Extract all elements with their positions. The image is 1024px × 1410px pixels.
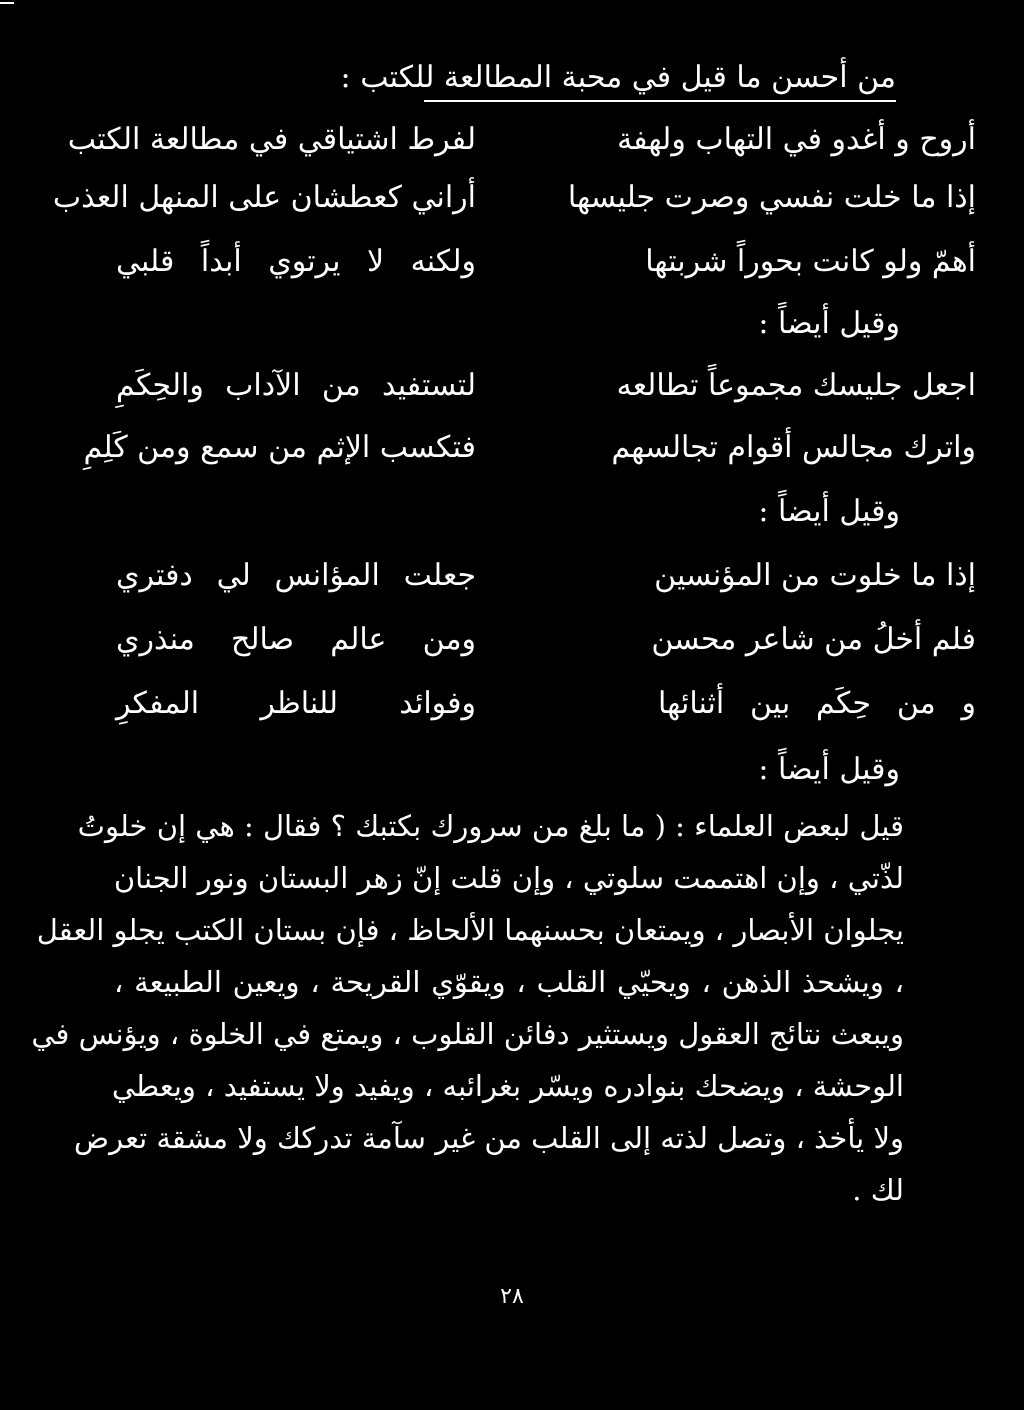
poem2-verse-2-second-hemistich: فتكسب الإثم من سمع ومن كَلِمِ	[83, 430, 476, 465]
prose-line: ويبعث نتائج العقول ويستثير دفائن القلوب ، ويمتع في الخلوة ، ويؤنس في	[31, 1017, 904, 1051]
poem3-verse-2-second-hemistich: ومن عالم صالح منذري	[116, 622, 476, 657]
poem2-verse-1-first-hemistich: اجعل جليسك مجموعاً تطالعه	[616, 368, 976, 403]
poem2-verse-1-second-hemistich: لتستفيد من الآداب والحِكَمِ	[116, 368, 476, 403]
poem2-intro: وقيل أيضاً :	[758, 306, 900, 341]
prose-line: الوحشة ، ويضحك بنوادره ويسّر بغرائبه ، ويفيد ولا يستفيد ، ويعطي	[111, 1069, 904, 1103]
prose-line: ولا يأخذ ، وتصل لذته إلى القلب من غير سآمة تدركك ولا مشقة تعرض	[74, 1121, 904, 1155]
poem3-verse-1-first-hemistich: إذا ما خلوت من المؤنسين	[654, 558, 976, 593]
poem1-verse-1-second-hemistich: لفرط اشتياقي في مطالعة الكتب	[67, 122, 476, 157]
prose-line: ، ويشحذ الذهن ، ويحيّي القلب ، ويقوّي القريحة ، ويعين الطبيعة ،	[114, 965, 904, 999]
prose-line: قيل لبعض العلماء : ( ما بلغ من سرورك بكتبك ؟ فقال : هي إن خلوتُ	[77, 809, 904, 843]
poem1-verse-1-first-hemistich: أروح و أغدو في التهاب ولهفة	[617, 122, 976, 157]
poem3-verse-1-second-hemistich: جعلت المؤانس لي دفتري	[116, 558, 476, 593]
prose-paragraph	[31, 800, 904, 1216]
poem1-verse-3-first-hemistich: أهمّ ولو كانت بحوراً شربتها	[645, 244, 976, 279]
heading-underline	[424, 100, 896, 102]
poem3-verse-2-first-hemistich: فلم أخلُ من شاعر محسن	[651, 622, 976, 657]
section-heading-wrap	[340, 58, 896, 98]
poem3-verse-3-first-hemistich: و من حِكَم بين أثنائها	[658, 686, 976, 721]
prose-intro: وقيل أيضاً :	[758, 752, 900, 787]
poem1-verse-2-second-hemistich: أراني كعطشان على المنهل العذب	[52, 180, 476, 215]
prose-line: يجلوان الأبصار ، ويمتعان بحسنهما الألحاظ ، فإن بستان الكتب يجلو العقل	[36, 913, 904, 947]
poem1-verse-2-first-hemistich: إذا ما خلت نفسي وصرت جليسها	[567, 180, 976, 215]
poem2-verse-2-first-hemistich: واترك مجالس أقوام تجالسهم	[611, 430, 976, 465]
page-number: ٢٨	[500, 1284, 524, 1309]
prose-line: لذّتي ، وإن اهتممت سلوتي ، وإن قلت إنّ زهر البستان ونور الجنان	[113, 861, 904, 895]
poem1-verse-3-second-hemistich: ولكنه لا يرتوي أبداً قلبي	[116, 244, 476, 279]
poem3-intro: وقيل أيضاً :	[758, 494, 900, 529]
section-heading: من أحسن ما قيل في محبة المطالعة للكتب :	[340, 60, 896, 95]
poem3-verse-3-second-hemistich: وفوائد للناظر المفكرِ	[116, 686, 476, 721]
scan-edge-mark	[0, 2, 14, 4]
prose-line: لك .	[852, 1173, 904, 1207]
